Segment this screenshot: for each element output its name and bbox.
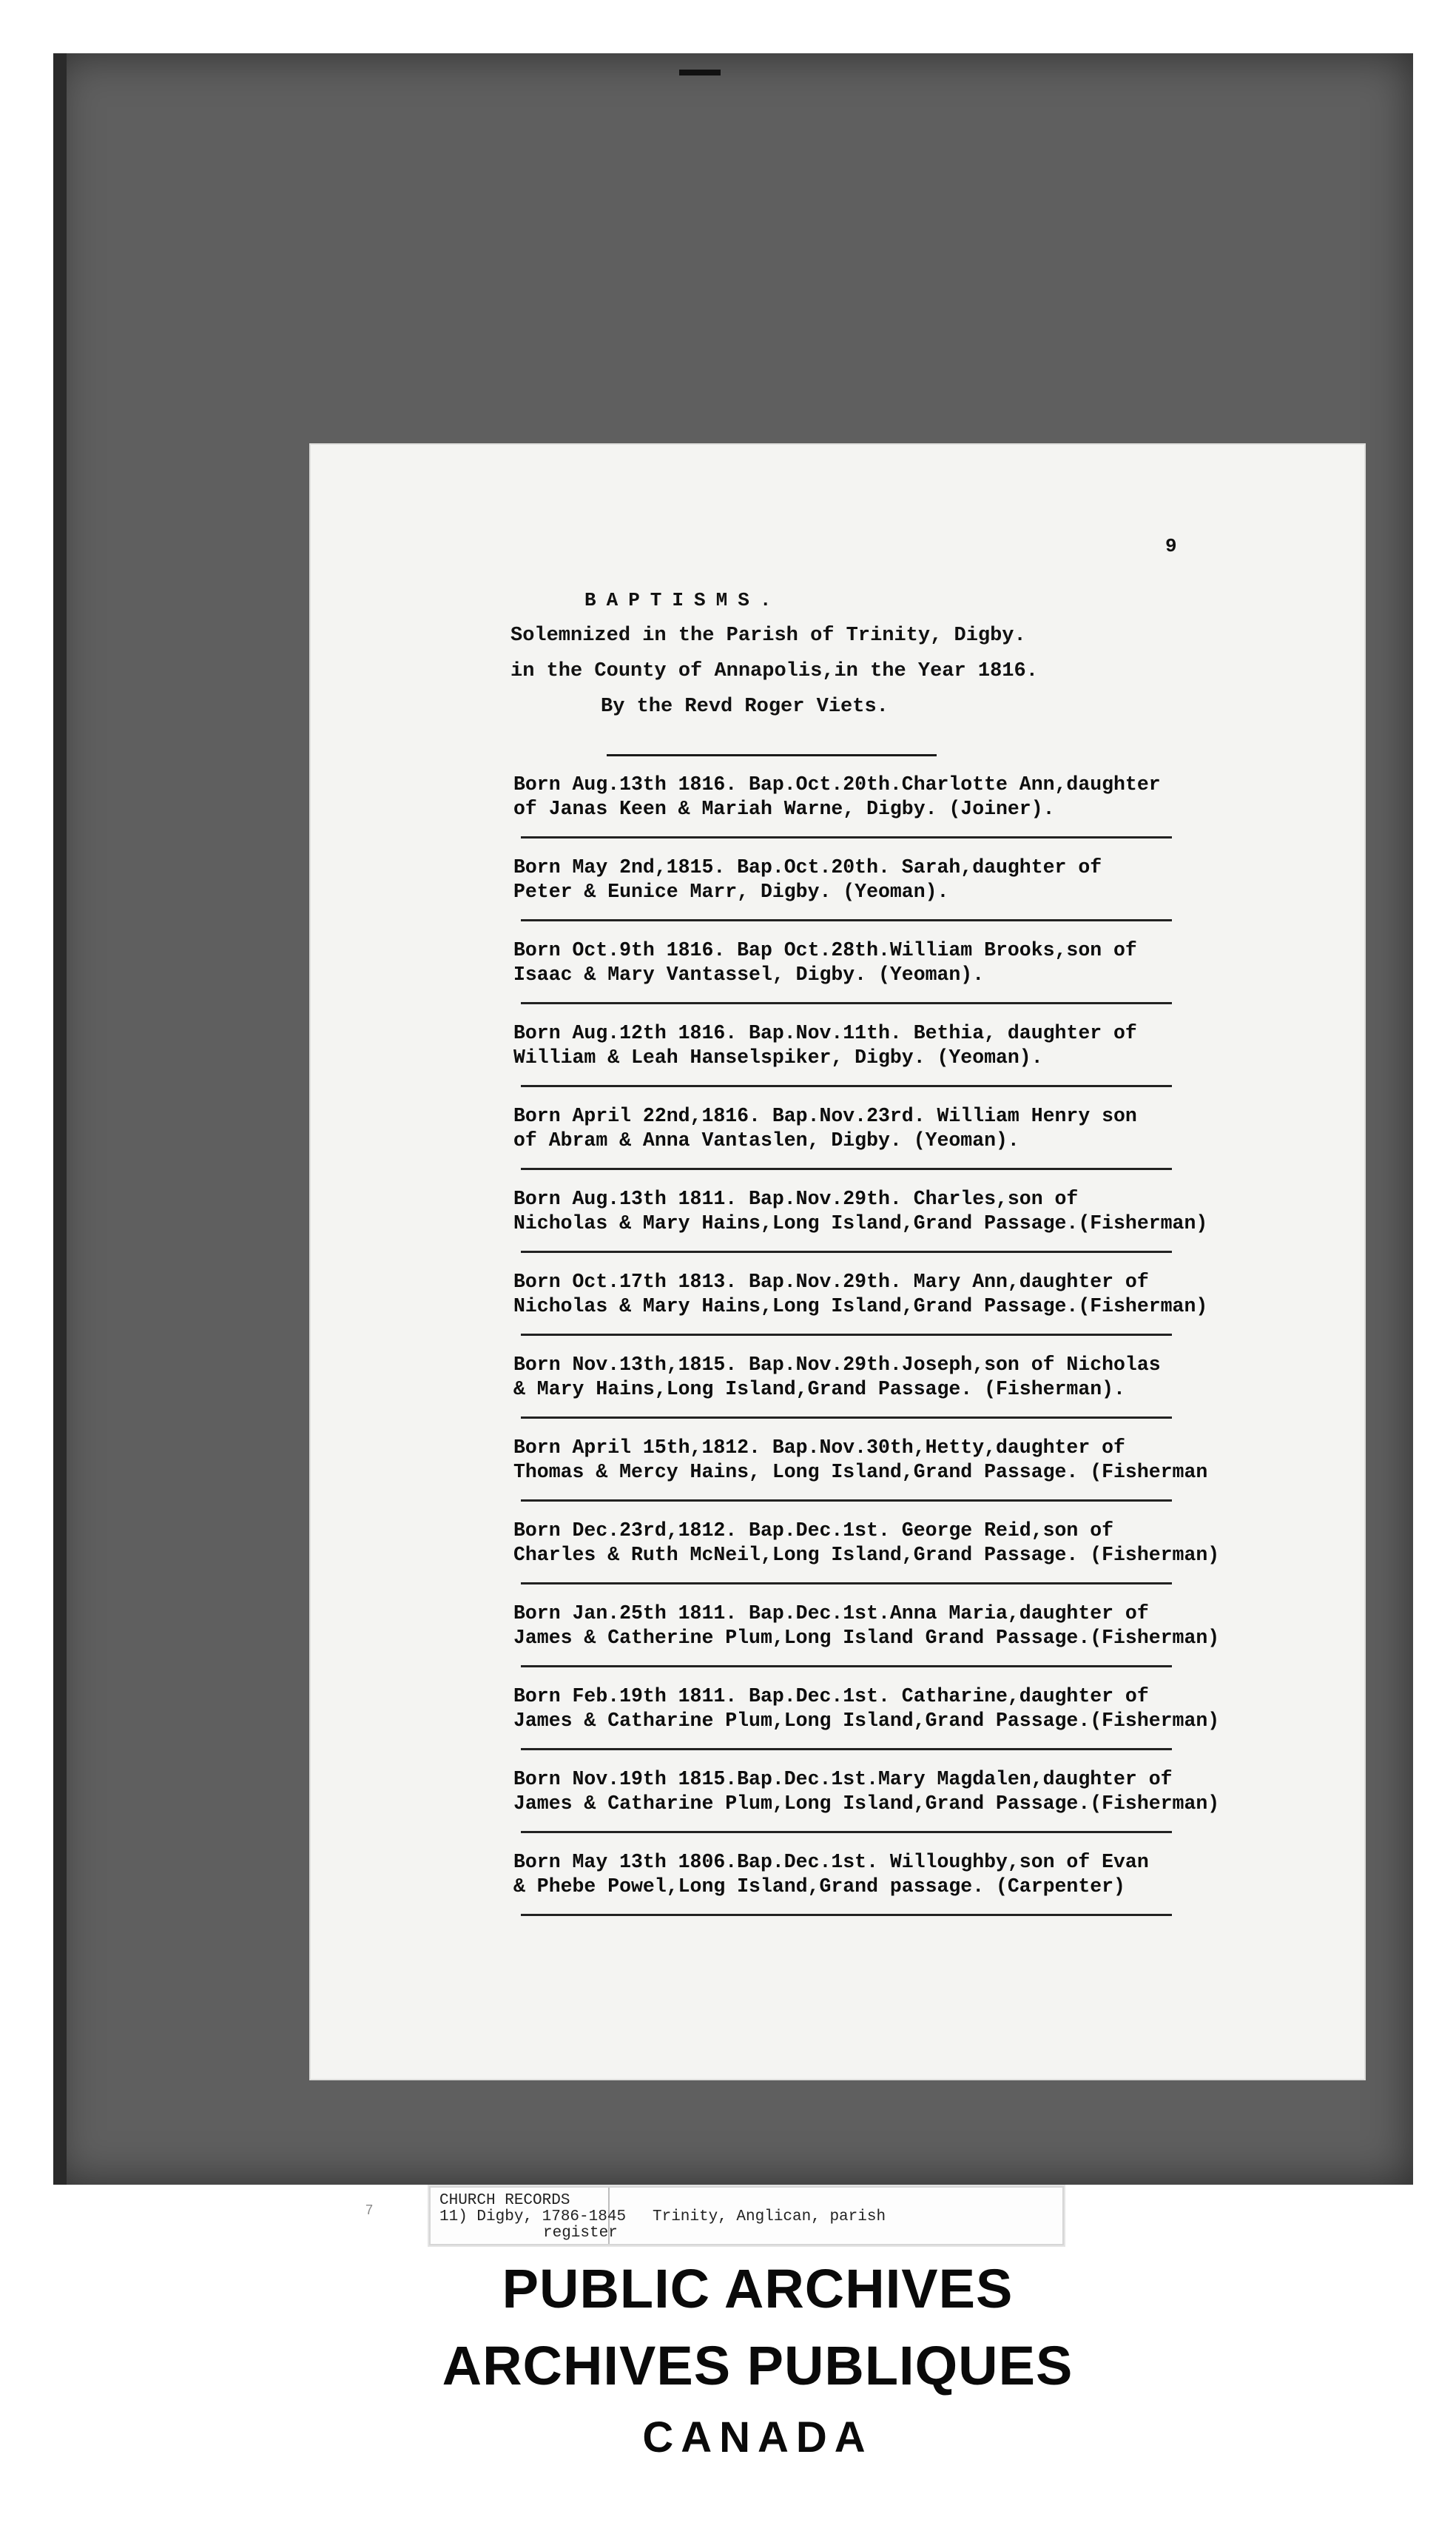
baptism-entry — [513, 773, 1364, 856]
entry-line-2: Thomas & Mercy Hains, Long Island,Grand Passage. (Fisherman — [513, 1461, 1208, 1483]
entry-line-1: Born Jan.25th 1811. Bap.Dec.1st.Anna Maria,daughter of — [513, 1602, 1149, 1624]
entry-divider — [521, 1748, 1172, 1750]
entry-line-1: Born Aug.12th 1816. Bap.Nov.11th. Bethia, daughter of — [513, 1022, 1137, 1044]
baptism-entries — [513, 773, 1364, 1933]
baptism-entry — [513, 1602, 1364, 1684]
entry-line-1: Born Nov.13th,1815. Bap.Nov.29th.Joseph,son of Nicholas — [513, 1354, 1161, 1376]
label-description-cont: register — [543, 2225, 618, 2242]
baptism-entry — [513, 1104, 1364, 1187]
microfilm-frame — [53, 53, 1413, 2185]
header-divider — [607, 754, 937, 756]
subtitle-parish: Solemnized in the Parish of Trinity, Digby. — [510, 625, 1026, 647]
entry-divider — [521, 1334, 1172, 1336]
archive-title-en: PUBLIC ARCHIVES — [502, 2258, 1014, 2319]
entry-divider — [521, 1416, 1172, 1419]
baptism-entry — [513, 1187, 1364, 1270]
label-tick-mark: 7 — [365, 2202, 374, 2217]
entry-line-2: & Mary Hains,Long Island,Grand Passage. (Fisherman). — [513, 1378, 1125, 1400]
entry-divider — [521, 1251, 1172, 1253]
page-title: BAPTISMS. — [584, 589, 782, 611]
baptism-entry — [513, 856, 1364, 938]
baptism-entry — [513, 938, 1364, 1021]
entry-line-1: Born Oct.17th 1813. Bap.Nov.29th. Mary Ann,daughter of — [513, 1271, 1149, 1293]
entry-line-2: Peter & Eunice Marr, Digby. (Yeoman). — [513, 881, 949, 903]
entry-line-1: Born Dec.23rd,1812. Bap.Dec.1st. George Reid,son of — [513, 1519, 1114, 1542]
label-description: Trinity, Anglican, parish — [653, 2208, 886, 2225]
baptism-entry — [513, 1021, 1364, 1104]
page-number: 9 — [1165, 535, 1177, 557]
register-page — [309, 443, 1366, 2080]
page-header — [510, 589, 1250, 718]
entry-line-2: William & Leah Hanselspiker, Digby. (Yeoman). — [513, 1046, 1043, 1069]
entry-divider — [521, 1002, 1172, 1004]
entry-line-1: Born April 22nd,1816. Bap.Nov.23rd. William Henry son — [513, 1105, 1137, 1127]
entry-line-2: Isaac & Mary Vantassel, Digby. (Yeoman). — [513, 964, 985, 986]
entry-line-2: James & Catharine Plum,Long Island,Grand Passage.(Fisherman) — [513, 1792, 1220, 1815]
entry-line-1: Born Aug.13th 1816. Bap.Oct.20th.Charlotte Ann,daughter — [513, 773, 1161, 796]
baptism-entry — [513, 1850, 1364, 1933]
label-category: CHURCH RECORDS — [439, 2192, 570, 2209]
entry-line-1: Born May 13th 1806.Bap.Dec.1st. Willoughby,son of Evan — [513, 1851, 1149, 1873]
baptism-entry — [513, 1353, 1364, 1436]
entry-line-2: of Abram & Anna Vantaslen, Digby. (Yeoman). — [513, 1129, 1019, 1152]
entry-line-2: of Janas Keen & Mariah Warne, Digby. (Joiner). — [513, 798, 1055, 820]
label-item: 11) Digby, 1786-1845 — [439, 2208, 627, 2225]
subtitle-county: in the County of Annapolis,in the Year 1816. — [510, 660, 1038, 682]
baptism-entry — [513, 1436, 1364, 1519]
entry-line-2: Nicholas & Mary Hains,Long Island,Grand Passage.(Fisherman) — [513, 1295, 1208, 1317]
film-notch — [679, 70, 721, 75]
entry-line-1: Born April 15th,1812. Bap.Nov.30th,Hetty,daughter of — [513, 1436, 1125, 1459]
entry-divider — [521, 1914, 1172, 1916]
entry-line-1: Born May 2nd,1815. Bap.Oct.20th. Sarah,daughter of — [513, 856, 1102, 878]
entry-line-1: Born Oct.9th 1816. Bap Oct.28th.William Brooks,son of — [513, 939, 1137, 961]
entry-divider — [521, 1582, 1172, 1584]
entry-divider — [521, 1665, 1172, 1667]
baptism-entry — [513, 1519, 1364, 1602]
entry-line-2: Charles & Ruth McNeil,Long Island,Grand Passage. (Fisherman) — [513, 1544, 1220, 1566]
archive-country: CANADA — [642, 2413, 873, 2461]
entry-line-2: Nicholas & Mary Hains,Long Island,Grand Passage.(Fisherman) — [513, 1212, 1208, 1234]
entry-divider — [521, 919, 1172, 921]
entry-line-2: & Phebe Powel,Long Island,Grand passage. (Carpenter) — [513, 1875, 1125, 1898]
entry-line-2: James & Catherine Plum,Long Island Grand Passage.(Fisherman) — [513, 1627, 1220, 1649]
entry-line-1: Born Feb.19th 1811. Bap.Dec.1st. Catharine,daughter of — [513, 1685, 1149, 1707]
collection-label — [429, 2186, 1064, 2245]
entry-divider — [521, 1168, 1172, 1170]
entry-divider — [521, 1085, 1172, 1087]
baptism-entry — [513, 1767, 1364, 1850]
entry-divider — [521, 836, 1172, 838]
archive-title-fr: ARCHIVES PUBLIQUES — [442, 2335, 1074, 2396]
baptism-entry — [513, 1684, 1364, 1767]
archive-footer — [173, 2186, 1342, 2534]
film-edge — [53, 53, 67, 2185]
entry-divider — [521, 1831, 1172, 1833]
entry-line-1: Born Nov.19th 1815.Bap.Dec.1st.Mary Magdalen,daughter of — [513, 1768, 1173, 1790]
entry-line-2: James & Catharine Plum,Long Island,Grand Passage.(Fisherman) — [513, 1710, 1220, 1732]
entry-divider — [521, 1499, 1172, 1502]
entry-line-1: Born Aug.13th 1811. Bap.Nov.29th. Charles,son of — [513, 1188, 1079, 1210]
baptism-entry — [513, 1270, 1364, 1353]
subtitle-minister: By the Revd Roger Viets. — [601, 696, 889, 718]
